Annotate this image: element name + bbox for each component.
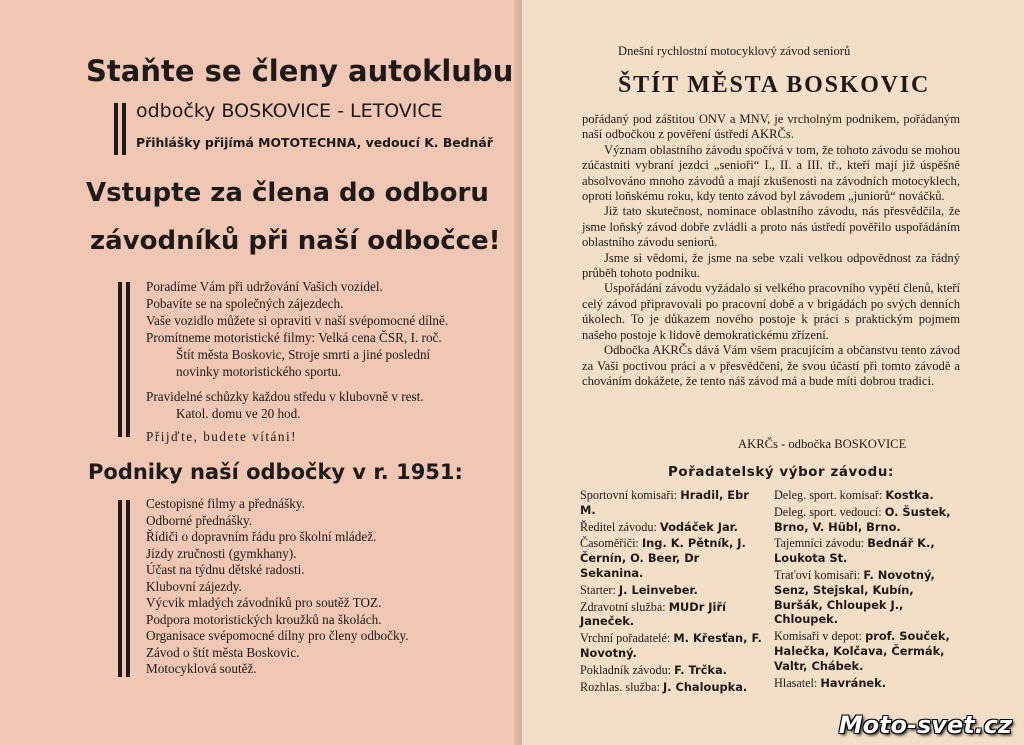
committee-role: Ředitel závodu:: [580, 519, 657, 534]
committee-entry: [580, 488, 764, 518]
left-bar-1: [114, 103, 118, 155]
headline-join-racers-1: Vstupte za člena do odboru: [86, 178, 489, 208]
committee-names: Ing. K. Pětník, J. Černín, O. Beer, Dr Sekanina.: [580, 536, 746, 580]
committee-names: F. Trčka.: [674, 662, 727, 677]
event-item: Výcvik mladých závodníků pro soutěž TOZ.: [146, 595, 382, 610]
offer-item: Poradíme Vám při udržování Vašich vozidel.: [146, 279, 383, 294]
committee-role: Vrchní pořadatelé:: [580, 631, 671, 646]
committee-title: Pořadatelský výbor závodu:: [668, 465, 894, 480]
paragraph: Již tato skutečnost, nominace oblastního závodu, nás přesvědčila, že jsme loňský závod dobře zvládli a proto nás ústředí pověřilo uspořádáním oblastního závodu seniorů.: [582, 204, 960, 250]
committee-entry: [580, 663, 764, 678]
left-bar-2: [122, 103, 126, 155]
committee-entry: [774, 568, 966, 627]
committee-entry: [774, 629, 966, 673]
committee-column-2: [774, 488, 966, 692]
committee-entry: [774, 505, 966, 535]
paragraph: Jsme si vědomi, že jsme na sebe vzali velkou odpovědnost za řádný průběh tohoto podniku.: [582, 250, 960, 281]
committee-names: J. Leinveber.: [618, 582, 698, 597]
applications-note: Přihlášky přijímá MOTOTECHNA, vedoucí K. Bednář: [136, 135, 493, 150]
event-item: Řídiči o dopravním řádu pro školní mládež.: [146, 529, 377, 544]
committee-names: F. Novotný, Senz, Stejskal, Kubín, Buršák, Chloupek J., Chloupek.: [774, 567, 935, 627]
paragraph: Odbočka AKRČs dává Vám všem pracujícím a občanstvu tento závod za Vaši poctivou práci a v přesvědčení, že svou účastí při tomto závodě a chováním dokážete, že tento náš závod má a bude míti dobrou tradici.: [582, 343, 960, 388]
committee-names: prof. Souček, Halečka, Kolčava, Čermák, Valtr, Chábek.: [774, 629, 950, 673]
committee-entry: [580, 536, 764, 580]
event-item: Jízdy zručnosti (gymkhany).: [146, 545, 297, 561]
race-title: ŠTÍT MĚSTA BOSKOVIC: [618, 72, 931, 98]
paragraph: pořádaný pod záštitou ONV a MNV, je vrcholným podnikem, pořádaným naší odbočkou z pověření ústředí AKRČs.: [582, 112, 960, 142]
committee-names: Kostka.: [885, 488, 934, 502]
committee-entry: [580, 631, 764, 661]
committee-entry: [774, 676, 966, 691]
event-item: Podpora motoristických kroužků na školách.: [146, 611, 382, 627]
committee-role: Zdravotní služba:: [580, 599, 666, 614]
offer-item: Štít města Boskovic, Stroje smrti a jiné poslední: [176, 347, 431, 362]
committee-role: Traťoví komisaři:: [774, 567, 861, 582]
committee-entry: [580, 520, 764, 535]
event-item: Motocyklová soutěž.: [146, 661, 257, 676]
committee-entry: [774, 536, 966, 566]
committee-entry: [774, 488, 966, 503]
event-item: Závod o štít města Boskovic.: [146, 644, 300, 660]
committee-entry: [580, 600, 764, 630]
race-intro: Dnešní rychlostní motocyklový závod seniorů: [618, 44, 851, 58]
offer-item: Vaše vozidlo můžete si opraviti v naší svépomocné dílně.: [146, 313, 449, 328]
offers-list: [146, 278, 448, 445]
committee-names: Vodáček Jar.: [659, 519, 738, 534]
event-item: Cestopisné filmy a přednášky.: [146, 496, 305, 511]
paragraph: Význam oblastního závodu spočívá v tom, že tohoto závodu se mohou zúčastniti vybraní jezdci „senioři“ I., II. a III. tř., kteří mají již úspěšně absolvováno mnoho závodů a mají zkušenosti na závodních motocyklech, oproti loňskému roku, kdy tento závod byl závodem „juniorů“ nováčků.: [582, 142, 960, 204]
committee-role: Komisaři v depot:: [774, 629, 863, 644]
branch-name: odbočky BOSKOVICE - LETOVICE: [136, 100, 443, 122]
committee-names: MUDr Jiří Janeček.: [580, 599, 726, 629]
committee-names: O. Šustek, Brno, V. Hübl, Brno.: [774, 504, 951, 534]
watermark-logo: Moto-svet.cz: [838, 711, 1012, 739]
headline-join-racers-2: závodníků při naší odbočce!: [90, 226, 501, 256]
events-bar-2: [126, 500, 130, 677]
event-item: Účast na týdnu dětské radosti.: [146, 562, 305, 577]
events-list: [146, 496, 409, 678]
committee-role: Rozhlas. služba:: [580, 679, 660, 694]
race-description: [582, 112, 960, 389]
committee-role: Tajemníci závodu:: [774, 536, 865, 551]
committee-column-1: [580, 488, 764, 696]
committee-entry: [580, 583, 764, 598]
event-item: Odborné přednášky.: [146, 512, 253, 528]
offer-item: Katol. domu ve 20 hod.: [176, 406, 301, 421]
event-item: Klubovní zájezdy.: [146, 578, 242, 594]
committee-names: Hradil, Ebr M.: [580, 488, 749, 517]
signature: AKRČs - odbočka BOSKOVICE: [738, 437, 907, 451]
events-bar-1: [118, 500, 122, 677]
committee-entry: [580, 680, 764, 695]
committee-names: Havránek.: [820, 675, 887, 690]
committee-names: Bednář K., Loukota St.: [774, 536, 935, 566]
committee-role: Časoměřiči:: [580, 536, 639, 551]
committee-names: M. Křesťan, F. Novotný.: [580, 631, 762, 660]
event-item: Organisace svépomocné dílny pro členy odbočky.: [146, 628, 409, 643]
offer-item: Pobavíte se na společných zájezdech.: [146, 296, 344, 311]
committee-role: Hlasatel:: [774, 675, 818, 690]
committee-role: Starter:: [580, 582, 616, 597]
offers-bar-2: [126, 282, 130, 437]
offers-bar-1: [118, 282, 122, 437]
offer-item: Přijďte, budete vítáni!: [146, 429, 298, 444]
committee-role: Deleg. sport. vedoucí:: [774, 504, 882, 519]
paragraph: Uspořádání závodu vyžádalo si velkého pracovního vypětí členů, kteří celý závod připravovali po pracovní době a v brigádách po svých denních úkolech. To je důkazem nového postoje k práci s praktickým pojmem našeho postoje k lidově demokratickému zřízení.: [582, 281, 960, 342]
committee-role: Deleg. sport. komisař:: [774, 488, 883, 502]
committee-role: Pokladník závodu:: [580, 662, 672, 677]
headline-join-autoklub: Staňte se členy autoklubu: [86, 54, 514, 88]
right-page: [522, 0, 1024, 745]
headline-events-1951: Podniky naší odbočky v r. 1951:: [88, 460, 463, 484]
offer-item: novinky motoristického sportu.: [176, 364, 342, 379]
offer-item: Pravidelné schůzky každou středu v klubovně v rest.: [146, 389, 424, 404]
offer-item: Promítneme motoristické filmy: Velká cena ČSR, I. roč.: [146, 330, 442, 345]
committee-role: Sportovní komisaři:: [580, 488, 678, 502]
committee-names: J. Chaloupka.: [662, 679, 748, 694]
